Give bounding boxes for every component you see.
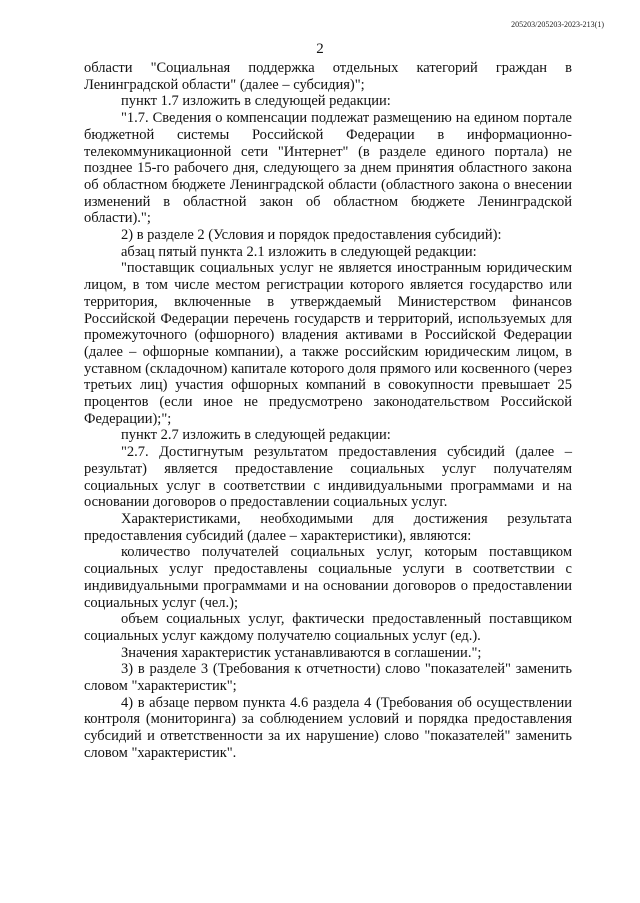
paragraph: 2) в разделе 2 (Условия и порядок предоставления субсидий):: [121, 227, 502, 244]
paragraph: области "Социальная поддержка отдельных категорий граждан в Ленинградской области" (далее – субсидия)";: [84, 60, 572, 93]
paragraph: Характеристиками, необходимыми для достижения результата предоставления субсидий (далее – характеристики), являются:: [84, 510, 572, 544]
paragraph: 4) в абзаце первом пункта 4.6 раздела 4 (Требования об осуществлении контроля (мониторинга) за соблюдением условий и порядка предоставления субсидий и ответственности за их нарушение) слово "показателей" заменить словом "характеристик".: [84, 694, 572, 761]
document-body: [84, 60, 572, 762]
paragraph: "поставщик социальных услуг не является иностранным юридическим лицом, в том числе местом регистрации которого является государство или территория, включенные в утверждаемый Министерством финансов Российской Федерации перечень государств и территорий, используемых для промежуточного (офшорного) владения активами в Российской Федерации (далее – офшорные компании), а также российским юридическим лицом, в уставном (складочном) капитале которого доля прямого или косвенного (через третьих лиц) участия офшорных компаний в совокупности превышает 25 процентов (если иное не предусмотрено законодательством Российской Федерации);";: [84, 260, 572, 427]
paragraph: абзац пятый пункта 2.1 изложить в следующей редакции:: [121, 243, 477, 260]
paragraph: "2.7. Достигнутым результатом предоставления субсидий (далее – результат) является предоставление социальных услуг получателям социальных услуг в соответствии с индивидуальными программами и на основании договоров о предоставлении социальных услуг.: [84, 444, 572, 511]
paragraph: количество получателей социальных услуг, которым поставщиком социальных услуг предоставлены социальные услуги в соответствии с индивидуальными программами и на основании договоров о предоставлении социальных услуг (чел.);: [84, 544, 572, 611]
page-number: 2: [316, 41, 324, 57]
paragraph: пункт 2.7 изложить в следующей редакции:: [121, 427, 391, 444]
paragraph: пункт 1.7 изложить в следующей редакции:: [121, 93, 391, 110]
paragraph: 3) в разделе 3 (Требования к отчетности) слово "показателей" заменить словом "характеристик";: [84, 661, 572, 695]
paragraph: "1.7. Сведения о компенсации подлежат размещению на едином портале бюджетной системы Российской Федерации в информационно-телекоммуникационной сети "Интернет" (в разделе единого портала) не позднее 15-го рабочего дня, следующего за днем принятия областного закона об областном бюджете Ленинградской области (областного закона о внесении изменений в областной закон об областном бюджете Ленинградской области).";: [84, 110, 572, 227]
paragraph: Значения характеристик устанавливаются в соглашении.";: [121, 644, 482, 661]
document-registration-number: 205203/205203-2023-213(1): [511, 20, 604, 29]
paragraph: объем социальных услуг, фактически предоставленный поставщиком социальных услуг каждому получателю социальных услуг (ед.).: [84, 611, 572, 644]
